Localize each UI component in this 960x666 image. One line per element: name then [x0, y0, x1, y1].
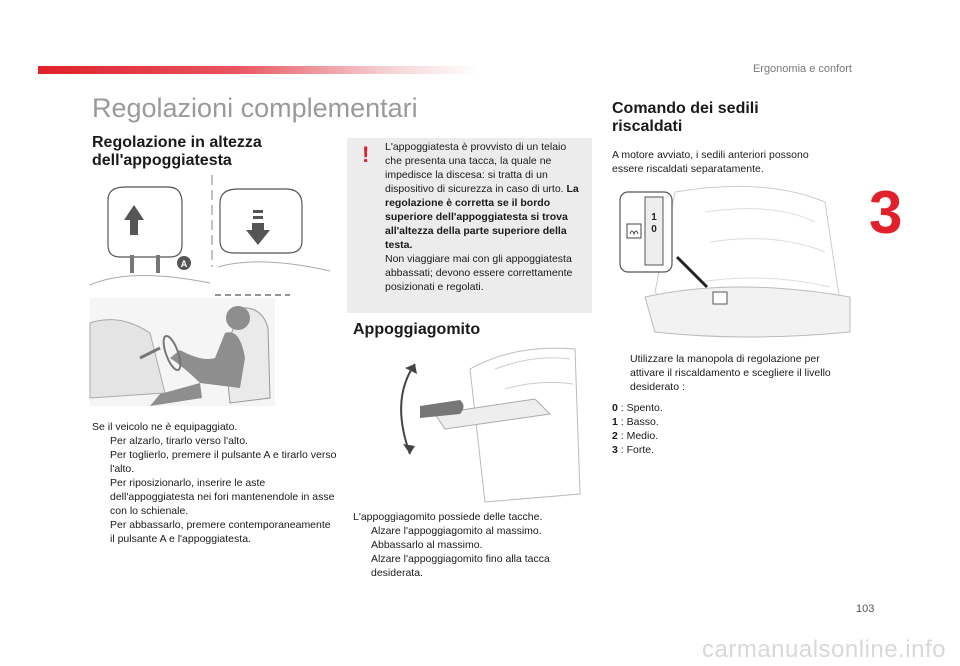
warning-bold-text: La regolazione è corretta se il bordo superiore dell'appoggiatesta si trova all'altezza della parte superiore della testa.	[385, 183, 579, 251]
list-item: Alzare l'appoggiagomito al massimo.	[371, 525, 542, 537]
list-item: 3 : Forte.	[612, 444, 655, 456]
list-item: Per abbassarlo, premere contemporaneamente il pulsante A e l'appoggiatesta.	[110, 519, 331, 545]
heated-seats-heading: Comando dei sedili riscaldati	[612, 100, 759, 135]
warning-text: L'appoggiatesta è provvisto di un telaio che presenta una tacca, la quale ne impedisce la discesa: si tratta di un dispositivo di sicurezza in caso di urto. La regolazione è corretta se il bordo superiore dell'appoggiatesta si trova all'altezza della parte superiore della testa. Non viaggiare mai con gli appoggiatesta abbassati; devono essere correttamente posizionati e regolati.	[385, 141, 579, 293]
list-item: 0 : Spento.	[612, 402, 663, 414]
list-item: Per toglierlo, premere il pulsante A e tirarlo verso l'alto.	[110, 449, 337, 475]
header-accent-bar	[38, 66, 478, 74]
headrest-heading: Regolazione in altezza dell'appoggiatesta	[92, 134, 262, 169]
heated-bullet-list	[612, 352, 857, 394]
armrest-instructions	[353, 510, 588, 580]
list-item: Per alzarlo, tirarlo verso l'alto.	[110, 435, 248, 447]
button-a-label: A	[180, 259, 188, 269]
list-item: Per riposizionarlo, inserire le aste dell'appoggiatesta nei fori mantenendole in asse con lo schienale.	[110, 477, 335, 517]
warning-icon: !	[362, 142, 370, 167]
list-item: 1 : Basso.	[612, 416, 659, 428]
heated-seats-instructions	[612, 352, 857, 394]
heating-levels	[612, 401, 663, 457]
page-number: 103	[856, 603, 875, 615]
chapter-number: 3	[869, 179, 903, 246]
watermark: carmanualsonline.info	[702, 636, 946, 663]
armrest-heading: Appoggiagomito	[353, 321, 481, 338]
armrest-bullet-list	[353, 524, 588, 580]
heated-seats-intro: A motore avviato, i sedili anteriori possono essere riscaldati separatamente.	[612, 149, 809, 175]
list-item: 2 : Medio.	[612, 430, 659, 442]
headrest-bullet-list	[92, 434, 337, 546]
headrest-intro: Se il veicolo ne è equipaggiato.	[92, 421, 238, 433]
armrest-illustration	[375, 344, 590, 504]
page-title: Regolazioni complementari	[92, 93, 418, 123]
dial-label-1: 1	[651, 212, 657, 223]
headrest-instructions	[92, 420, 337, 546]
heated-seat-illustration	[615, 182, 855, 342]
armrest-intro: L'appoggiagomito possiede delle tacche.	[353, 511, 543, 523]
list-item: Alzare l'appoggiagomito fino alla tacca desiderata.	[371, 553, 550, 579]
section-title: Ergonomia e confort	[752, 63, 852, 75]
list-item: Abbassarlo al massimo.	[371, 539, 483, 551]
dial-label-0: 0	[651, 224, 657, 235]
driver-seat-illustration	[90, 298, 275, 406]
list-item: Utilizzare la manopola di regolazione per attivare il riscaldamento e scegliere il livello desiderato :	[630, 353, 831, 393]
headrest-illustration	[90, 175, 335, 295]
